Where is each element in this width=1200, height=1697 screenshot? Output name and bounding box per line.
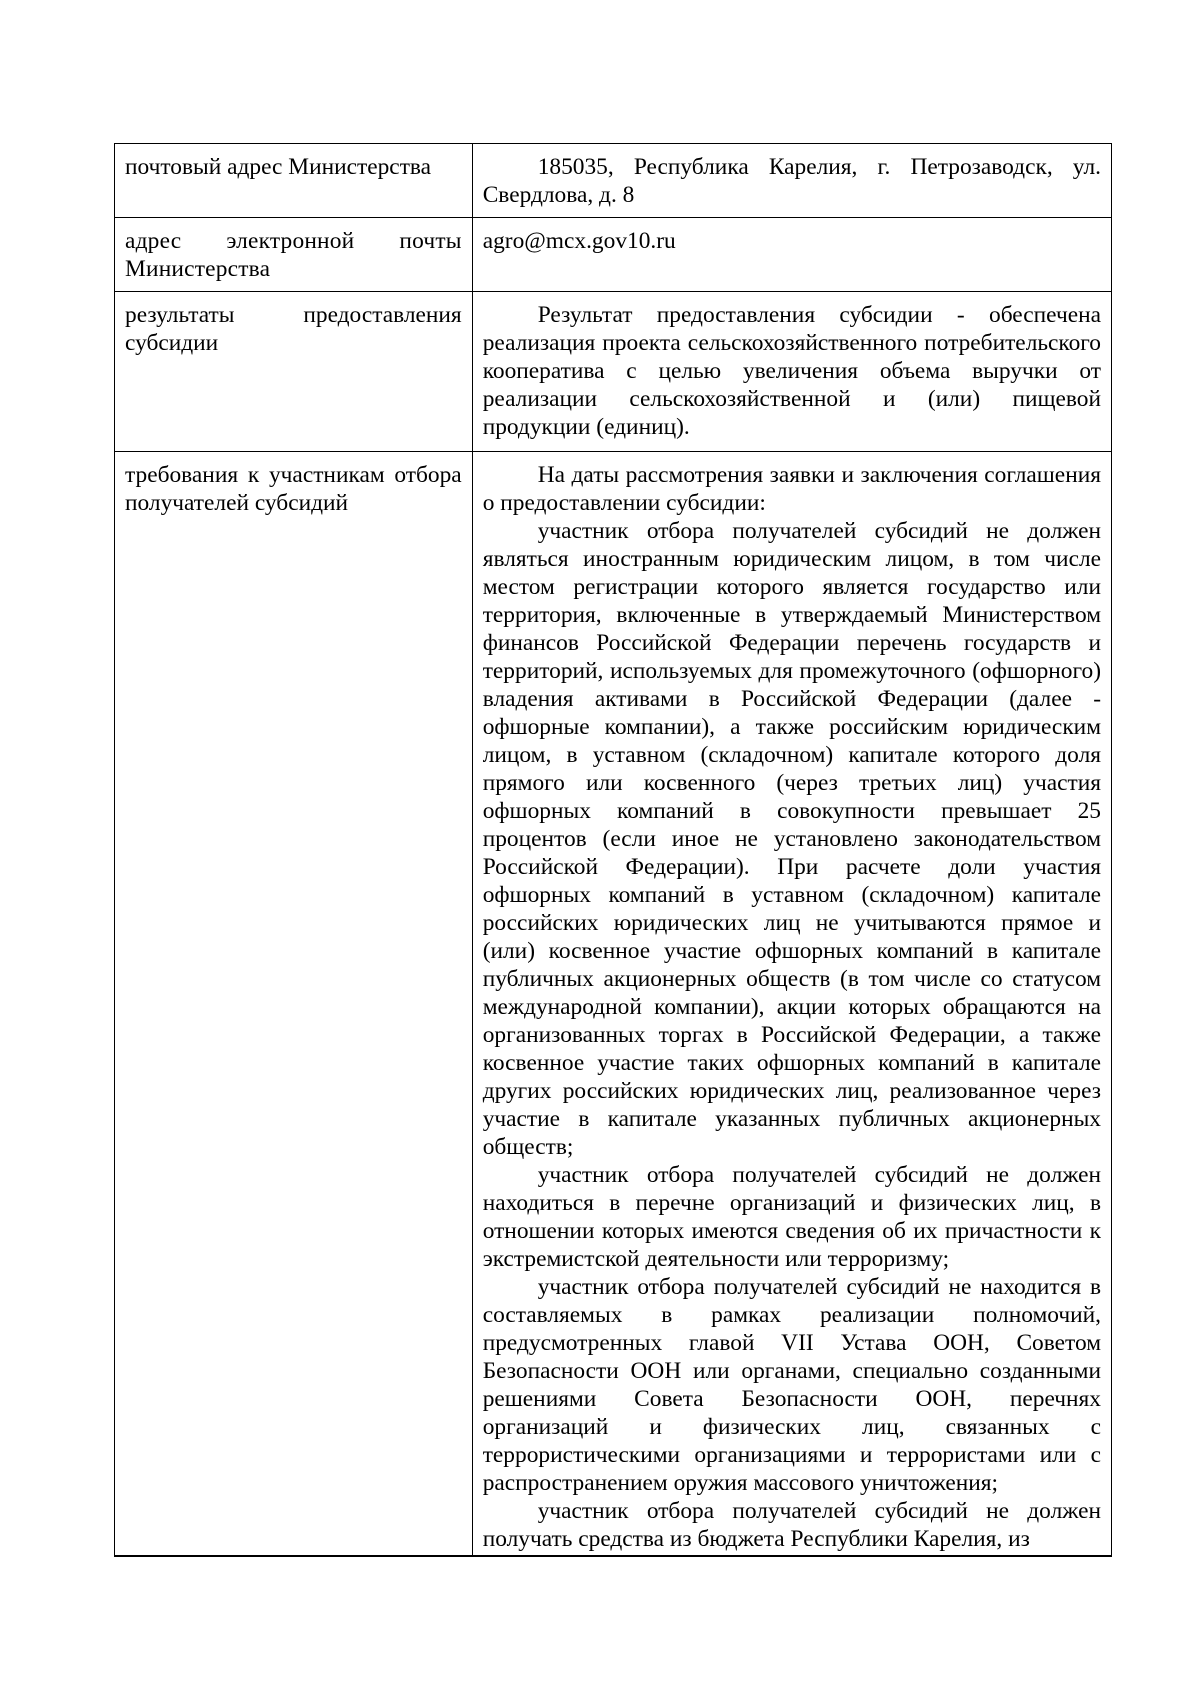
email-value	[472, 218, 1111, 292]
results-label: результаты предоставления субсидии	[115, 292, 473, 452]
results-value	[472, 292, 1111, 452]
requirements-paragraph-intro: На даты рассмотрения заявки и заключения соглашения о предоставлении субсидии:	[482, 462, 1101, 516]
requirements-paragraph-offshore: участник отбора получателей субсидий не должен являться иностранным юридическим лицом, в том числе местом регистрации которого является государство или территория, включенные в утверждаемый Министерством финансов Российской Федерации перечень государств и территорий, используемых для промежуточного (офшорного) владения активами в Российской Федерации (далее - офшорные компании), а также российским юридическим лицом, в уставном (складочном) капитале которого доля прямого или косвенного (через третьих лиц) участия офшорных компаний в совокупности превышает 25 процентов (если иное не установлено законодательством Российской Федерации). При расчете доли участия офшорных компаний в уставном (складочном) капитале российских юридических лиц не учитываются прямое и (или) косвенное участие офшорных компаний в капитале публичных акционерных обществ (в том числе со статусом международной компании), акции которых обращаются на организованных торгах в Российской Федерации, а также косвенное участие таких офшорных компаний в капитале других российских юридических лиц, реализованное через участие в капитале указанных публичных акционерных обществ;	[482, 518, 1101, 1160]
email-label: адрес электронной почты Министерства	[115, 218, 473, 292]
email-address: agro@mcx.gov10.ru	[482, 228, 676, 254]
info-table	[114, 143, 1112, 1557]
results-text: Результат предоставления субсидии - обеспечена реализация проекта сельскохозяйственного потребительского кооператива с целью увеличения объема выручки от реализации сельскохозяйственной и (или) пищевой продукции (единиц).	[482, 302, 1101, 440]
requirements-paragraph-extremism: участник отбора получателей субсидий не должен находиться в перечне организаций и физических лиц, в отношении которых имеются сведения об их причастности к экстремистской деятельности или терроризму;	[482, 1162, 1101, 1272]
postal-address-text: 185035, Республика Карелия, г. Петрозаводск, ул. Свердлова, д. 8	[482, 154, 1101, 208]
postal-address-value	[472, 144, 1111, 218]
table-row-email	[115, 218, 1112, 292]
requirements-paragraph-budget: участник отбора получателей субсидий не должен получать средства из бюджета Республики Карелия, из	[482, 1498, 1101, 1552]
requirements-value	[472, 452, 1111, 1557]
table-row-postal-address	[115, 144, 1112, 218]
table-row-requirements	[115, 452, 1112, 1557]
requirements-paragraph-un-lists: участник отбора получателей субсидий не находится в составляемых в рамках реализации полномочий, предусмотренных главой VII Устава ООН, Советом Безопасности ООН или органами, специально созданными решениями Совета Безопасности ООН, перечнях организаций и физических лиц, связанных с террористическими организациями и террористами или с распространением оружия массового уничтожения;	[482, 1274, 1101, 1496]
requirements-label: требования к участникам отбора получателей субсидий	[115, 452, 473, 1557]
postal-address-label: почтовый адрес Министерства	[115, 144, 473, 218]
table-row-results	[115, 292, 1112, 452]
